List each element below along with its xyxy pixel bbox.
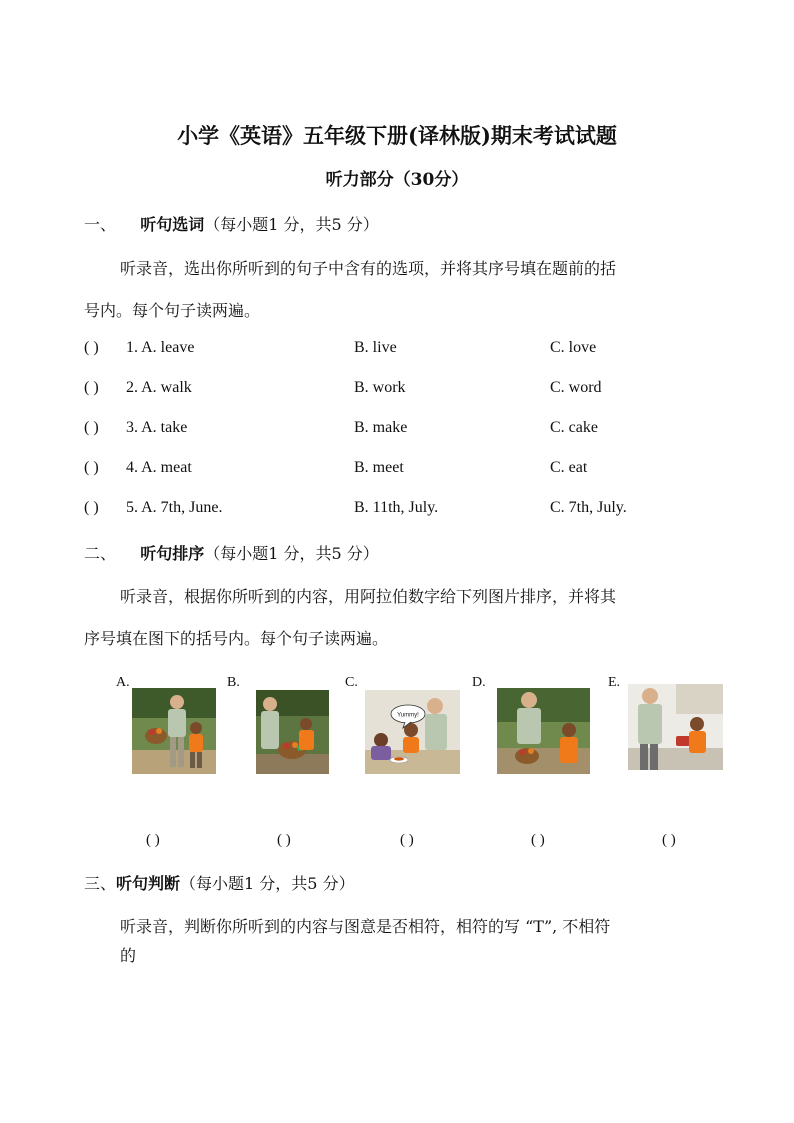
section-3-heading <box>84 871 355 894</box>
question-5-option-a: 5. A. 7th, June. <box>126 499 223 516</box>
picture-a-illustration <box>132 688 216 774</box>
question-1-option-c: C. love <box>550 339 597 356</box>
picture-d-illustration <box>497 688 590 774</box>
question-1-answer-paren[interactable]: ( ) <box>84 339 99 356</box>
picture-e-answer-paren[interactable]: ( ) <box>662 832 676 848</box>
section-1-instruction-line1: 听录音，选出你所听到的句子中含有的选项，并将其序号填在题前的括 <box>120 259 617 278</box>
section-1-title: 听句选词 <box>140 215 205 234</box>
question-2-answer-paren[interactable]: ( ) <box>84 379 99 396</box>
question-4-option-b: B. meet <box>354 459 404 476</box>
picture-e-letter: E. <box>608 675 621 690</box>
picture-b-answer-paren[interactable]: ( ) <box>277 832 291 848</box>
question-5-option-b: B. 11th, July. <box>354 499 439 516</box>
section-3-number: 三、 <box>84 874 117 893</box>
picture-e-man-and-boy-cooking <box>628 684 723 770</box>
question-5-option-c: C. 7th, July. <box>550 499 627 516</box>
question-2-option-b: B. work <box>354 379 406 396</box>
section-2-title: 听句排序 <box>140 544 205 563</box>
section-2-number: 二、 <box>84 544 117 563</box>
page-subtitle: 听力部分（30分） <box>325 170 469 190</box>
picture-e-illustration <box>628 684 723 770</box>
question-4-option-a: 4. A. meat <box>126 459 192 476</box>
section-3-instruction-line1: 听录音，判断你所听到的内容与图意是否相符，相符的写 “T”, 不相符 <box>120 917 611 936</box>
section-3-title: 听句判断 <box>116 874 181 893</box>
question-2-option-a: 2. A. walk <box>126 379 192 396</box>
question-3-option-c: C. cake <box>550 419 598 436</box>
question-3-option-b: B. make <box>354 419 408 436</box>
section-3-score: （每小题1 分，共5 分） <box>180 874 355 893</box>
picture-b-letter: B. <box>227 675 240 690</box>
section-2-score: （每小题1 分，共5 分） <box>204 544 379 563</box>
question-5-answer-paren[interactable]: ( ) <box>84 499 99 516</box>
section-3-instruction-line2: 的 <box>120 946 137 965</box>
section-2-instruction-line2: 序号填在图下的括号内。每个句子读两遍。 <box>84 629 389 648</box>
picture-b-man-and-boy-with-vegetables <box>256 690 329 774</box>
section-2-heading <box>84 541 379 564</box>
question-4-answer-paren[interactable]: ( ) <box>84 459 99 476</box>
question-4-option-c: C. eat <box>550 459 588 476</box>
picture-d-letter: D. <box>472 675 486 690</box>
section-2-instruction-line1: 听录音，根据你所听到的内容，用阿拉伯数字给下列图片排序，并将其 <box>120 587 617 606</box>
picture-b-illustration <box>256 690 329 774</box>
picture-a-answer-paren[interactable]: ( ) <box>146 832 160 848</box>
picture-a-letter: A. <box>116 675 130 690</box>
picture-d-answer-paren[interactable]: ( ) <box>531 832 545 848</box>
section-1-score: （每小题1 分，共5 分） <box>204 215 379 234</box>
picture-c-speech-bubble-text: Yummy! <box>397 712 419 719</box>
picture-c-letter: C. <box>345 675 358 690</box>
page-title: 小学《英语》五年级下册(译林版)期末考试试题 <box>177 123 617 148</box>
question-2-option-c: C. word <box>550 379 602 396</box>
picture-a-man-and-boy-with-basket <box>132 688 216 774</box>
question-3-answer-paren[interactable]: ( ) <box>84 419 99 436</box>
picture-c-answer-paren[interactable]: ( ) <box>400 832 414 848</box>
section-1-heading <box>84 212 379 235</box>
picture-c-illustration <box>365 690 460 774</box>
section-1-number: 一、 <box>84 215 117 234</box>
question-3-option-a: 3. A. take <box>126 419 188 436</box>
section-1-instruction-line2: 号内。每个句子读两遍。 <box>84 301 261 320</box>
question-1-option-b: B. live <box>354 339 397 356</box>
picture-d-man-and-boy-picnic <box>497 688 590 774</box>
question-1-option-a: 1. A. leave <box>126 339 195 356</box>
picture-c-family-eating <box>365 690 460 774</box>
